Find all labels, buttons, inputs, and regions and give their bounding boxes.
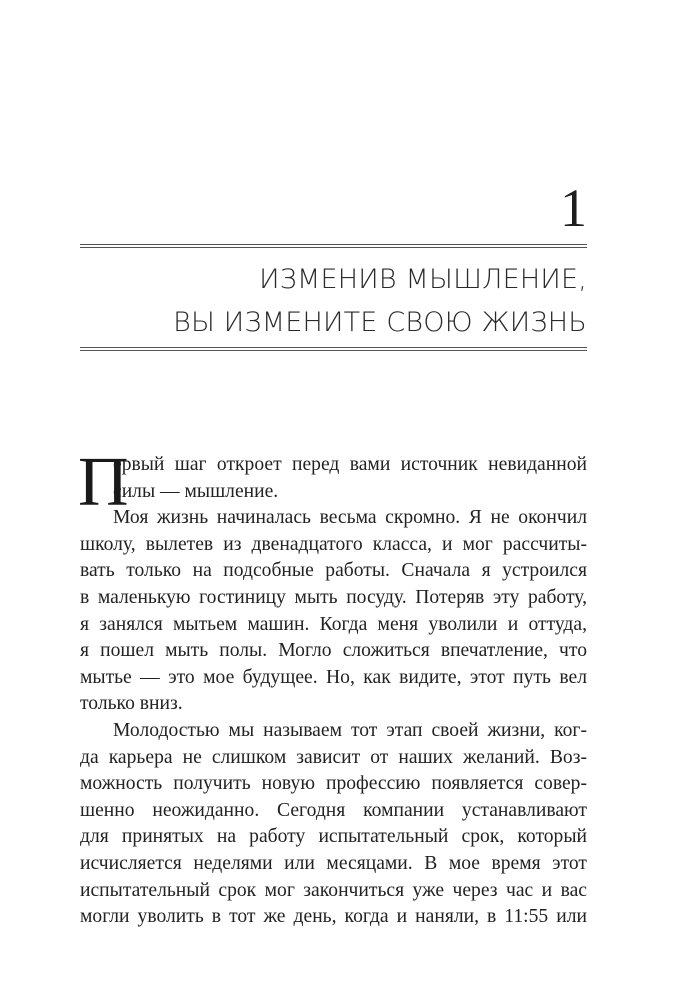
chapter-number: 1: [560, 178, 587, 238]
text-line: только вниз.: [80, 693, 183, 715]
text-line: могли уволить в тот же день, когда и наняли, в 11:55 или: [80, 906, 587, 928]
text-line: я занялся мытьем машин. Когда меня уволили и оттуда,: [80, 613, 587, 635]
text-line: ервый шаг откроет перед вами источник невиданной: [113, 454, 587, 475]
text-line: шенно неожиданно. Сегодня компании устанавливают: [80, 799, 587, 821]
text-line: для принятых на работу испытательный срок, который: [80, 826, 587, 848]
double-rule-top: [80, 244, 587, 248]
text-line: в маленькую гостиницу мыть посуду. Потеряв эту работу,: [80, 586, 587, 608]
text-line: Моя жизнь начиналась весьма скромно. Я не окончил: [113, 507, 587, 529]
chapter-title-line: ВЫ ИЗМЕНИТЕ СВОЮ ЖИЗНЬ: [173, 307, 587, 338]
text-line: Молодостью мы называем тот этап своей жизни, ког-: [113, 719, 587, 741]
text-line: испытательный срок мог закончиться уже через час и вас: [80, 879, 587, 901]
text-line: мытье — это мое будущее. Но, как видите, этот путь вел: [80, 666, 587, 688]
text-line: силы — мышление.: [113, 480, 279, 502]
text-line: исчисляется неделями или месяцами. В мое время этот: [80, 852, 587, 874]
chapter-title: [173, 258, 587, 344]
text-line: можность получить новую профессию появляется совер-: [80, 773, 587, 795]
text-line: вать только на подсобные работы. Сначала я устроился: [80, 560, 587, 582]
text-line: да карьера не слишком зависит от наших желаний. Воз-: [80, 746, 587, 768]
chapter-title-line: ИЗМЕНИВ МЫШЛЕНИЕ,: [259, 264, 587, 295]
text-line: школу, вылетев из двенадцатого класса, и мог рассчиты-: [80, 533, 587, 555]
drop-cap: П: [78, 444, 129, 521]
double-rule-bottom: [80, 347, 587, 351]
text-line: я пошел мыть полы. Могло сложиться впечатление, что: [80, 640, 587, 662]
body-text: [78, 444, 587, 931]
